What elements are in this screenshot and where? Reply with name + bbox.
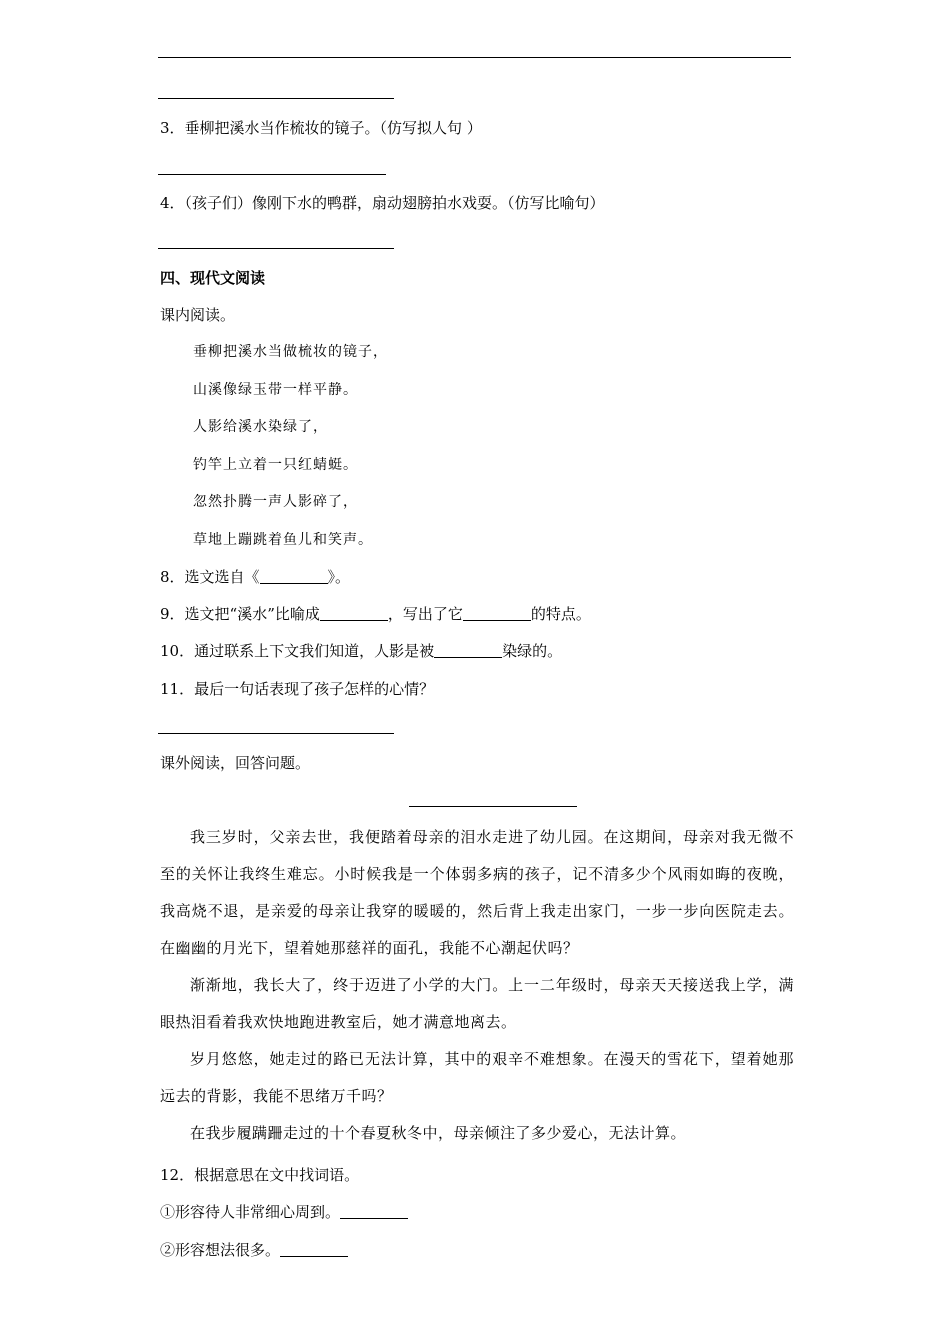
question-12-b-text: ②形容想法很多。: [160, 1241, 281, 1259]
blank-q9-2[interactable]: [463, 606, 531, 621]
question-8: [160, 567, 350, 587]
passage-paragraph: 渐渐地，我长大了，终于迈进了小学的大门。上一二年级时，母亲天天接送我上学，满眼热泪看着我欢快地跑进教室后，她才满意地离去。: [160, 976, 794, 1031]
question-11: 11．最后一句话表现了孩子怎样的心情？: [160, 680, 435, 698]
question-12-a-text: ①形容待人非常细心周到。: [160, 1203, 341, 1221]
question-12-b: [160, 1240, 348, 1260]
question-12: 12．根据意思在文中找词语。: [160, 1166, 360, 1184]
question-9-mid: ，写出了它: [387, 605, 463, 623]
answer-line-q11[interactable]: [158, 733, 394, 734]
question-10-text: 10．通过联系上下文我们知道，人影是被: [160, 642, 435, 660]
poem-line: 草地上蹦跳着鱼儿和笑声。: [193, 532, 373, 548]
question-12-a: [160, 1202, 408, 1222]
answer-line-q3[interactable]: [158, 174, 386, 175]
blank-q12-a[interactable]: [340, 1204, 408, 1219]
blank-q8[interactable]: [260, 569, 328, 584]
poem-line: 忽然扑腾一声人影碎了，: [193, 494, 358, 510]
section-heading: 四、现代文阅读: [160, 269, 266, 287]
blank-q12-b[interactable]: [280, 1242, 348, 1257]
question-10: [160, 641, 562, 661]
passage-paragraph: 我三岁时，父亲去世，我便踏着母亲的泪水走进了幼儿园。在这期间，母亲对我无微不至的关怀让我终生难忘。小时候我是一个体弱多病的孩子，记不清多少个风雨如晦的夜晚，我高烧不退，是亲爱的母亲让我穿的暖暖的，然后背上我走出家门，一步一步向医院走去。在幽幽的月光下，望着她那慈祥的面孔，我能不心潮起伏吗？: [160, 828, 794, 957]
blank-q9-1[interactable]: [320, 606, 388, 621]
passage-paragraph: 在我步履蹒跚走过的十个春夏秋冬中，母亲倾注了多少爱心，无法计算。: [190, 1124, 687, 1142]
question-4: 4．（孩子们）像刚下水的鸭群，扇动翅膀拍水戏耍。（仿写比喻句）: [160, 194, 605, 212]
question-8-text: 8．选文选自《: [160, 568, 260, 586]
passage-title-blank[interactable]: [409, 806, 577, 807]
top-rule: [158, 57, 791, 58]
poem-line: 垂柳把溪水当做梳妆的镜子，: [193, 344, 388, 360]
question-9: [160, 604, 591, 624]
passage-paragraph: 岁月悠悠，她走过的路已无法计算，其中的艰辛不难想象。在漫天的雪花下，望着她那远去的背影，我能不思绪万千吗？: [160, 1050, 794, 1105]
poem-line: 山溪像绿玉带一样平静。: [193, 382, 358, 398]
passage: [160, 819, 794, 1152]
question-9-end: 的特点。: [530, 605, 591, 623]
poem-line: 钓竿上立着一只红蜻蜓。: [193, 457, 358, 473]
answer-line-q2[interactable]: [158, 98, 394, 99]
in-class-intro: 课内阅读。: [160, 306, 236, 324]
question-9-text: 9．选文把“溪水”比喻成: [160, 605, 320, 623]
poem-line: 人影给溪水染绿了，: [193, 419, 328, 435]
question-3: 3．垂柳把溪水当作梳妆的镜子。（仿写拟人句 ）: [160, 119, 482, 137]
question-10-end: 染绿的。: [502, 642, 563, 660]
outside-reading-intro: 课外阅读，回答问题。: [160, 754, 311, 772]
answer-line-q4[interactable]: [158, 248, 394, 249]
question-8-end: 》。: [327, 568, 351, 586]
blank-q10[interactable]: [434, 643, 502, 658]
